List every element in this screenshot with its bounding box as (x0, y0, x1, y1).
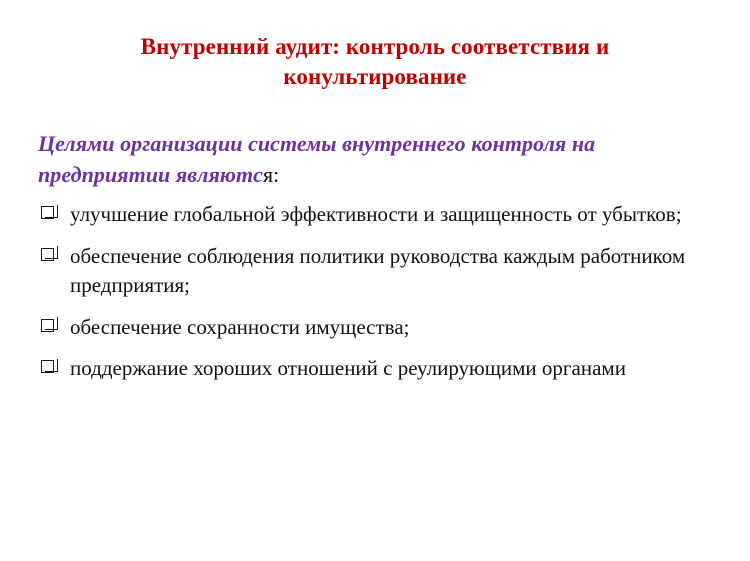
square-bullet-icon (41, 206, 54, 219)
list-item-label: поддержание хороших отношений с реулирующими органами (70, 356, 626, 381)
list-item (38, 200, 718, 229)
lead-italic-text: Целями организации системы внутреннего контроля на предприятии являютс (38, 131, 596, 188)
list-item-label: обеспечение сохранности имущества; (70, 314, 410, 339)
square-bullet-icon (41, 248, 54, 261)
lead-tail-text: я: (262, 162, 280, 188)
slide-body (38, 128, 718, 395)
square-bullet-icon (41, 319, 54, 332)
list-item (38, 354, 718, 383)
list-item (38, 242, 718, 301)
square-bullet-icon (41, 360, 54, 373)
page-title: Внутренний аудит: контроль соответствия и конультирование (140, 34, 610, 90)
lead-paragraph (38, 128, 718, 190)
list-item-label: обеспечение соблюдения политики руководства каждым работником предприятия; (70, 243, 686, 298)
list-item (38, 313, 718, 342)
bullet-list (38, 200, 718, 383)
list-item-label: улучшение глобальной эффективности и защищенность от убытков; (70, 202, 682, 227)
